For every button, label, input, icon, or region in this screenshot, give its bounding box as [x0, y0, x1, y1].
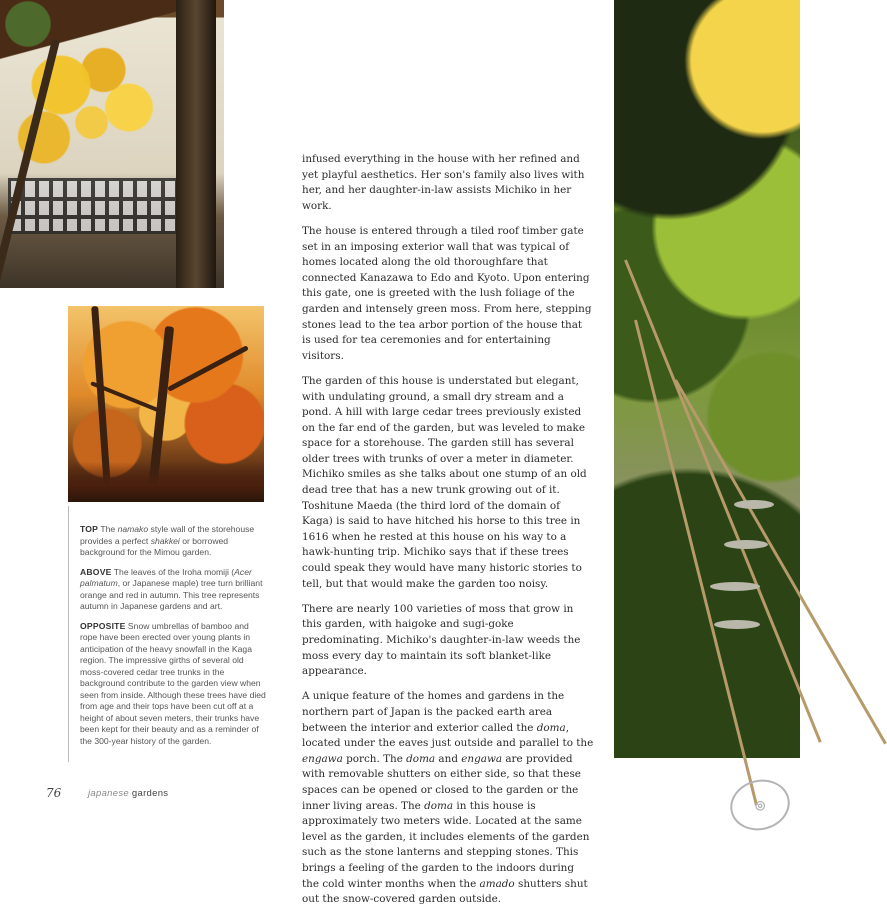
- caption-above: ABOVE The leaves of the Iroha momiji (Acer palmatum, or Japanese maple) tree turn brilliant orange and red in autumn. This tree represents autumn in Japanese gardens and art.: [80, 566, 263, 611]
- watermark-stamp: ◎: [725, 773, 795, 836]
- cedar-trunk: [176, 0, 216, 288]
- stepping-stone: [714, 620, 760, 629]
- paragraph: There are nearly 100 varieties of moss that grow in this garden, with haigoke and sugi-goke predominating. Michiko's daughter-in-law weeds the moss every day to maintain its soft blanket-like appearance.: [302, 602, 581, 678]
- caption-top: TOP The namako style wall of the storehouse provides a perfect shakkei or borrowed background for the Mimou garden.: [80, 524, 255, 557]
- ground: [68, 462, 264, 502]
- running-head-light: japanese: [88, 788, 129, 799]
- caption-opposite: OPPOSITE Snow umbrellas of bamboo and rope have been erected over young plants in anticipation of the heavy snowfall in the Kaga region. The impressive girths of several old moss-covered cedar tree trunks in the background contribute to the garden view when seen from inside. Although these trees have died from age and their tops have been cut off at a height of about seven meters, their trunks have been kept for their beauty and as a reminder of the 300-year history of the garden.: [80, 620, 266, 746]
- snow-umbrella-garden-photo: [614, 0, 800, 758]
- paragraph: infused everything in the house with her refined and yet playful aesthetics. Her son's family also lives with her, and her daughter-in-law assists Michiko in her work.: [302, 153, 585, 212]
- stepping-stone: [710, 582, 760, 591]
- caption-rule: [68, 506, 69, 762]
- running-head-bold: gardens: [131, 788, 169, 799]
- snow-umbrella-rope: [634, 320, 758, 806]
- page-number: 76: [46, 786, 62, 800]
- photo-captions: [80, 524, 266, 755]
- caption-label: TOP: [80, 524, 99, 534]
- caption-label: ABOVE: [80, 566, 112, 577]
- snow-umbrella-rope: [674, 379, 887, 744]
- running-head: [88, 788, 168, 799]
- paragraph: The house is entered through a tiled roof timber gate set in an imposing exterior wall that was typical of homes located along the old thoroughfare that connected Kanazawa to Edo and Kyoto. Upon entering this gate, one is greeted with the lush foliage of the garden and intensely green moss. From here, stepping stones lead to the tea arbor portion of the house that is used for tea ceremonies and for entertaining visitors.: [302, 224, 592, 362]
- caption-label: OPPOSITE: [80, 620, 126, 631]
- stepping-stone: [724, 540, 768, 549]
- tree-branch: [167, 345, 249, 392]
- maple-tree-photo: [68, 306, 264, 502]
- stepping-stone: [734, 500, 774, 509]
- article-body: [302, 152, 594, 917]
- paragraph: The garden of this house is understated but elegant, with undulating ground, a small dry stream and a pond. A hill with large cedar trees previously existed on the far end of the garden, but was leveled to make space for a storehouse. The garden still has several older trees with trunks of over a meter in diameter. Michiko smiles as she talks about one stump of an old dead tree that has a new trunk growing out of it. Toshitune Maeda (the third lord of the domain of Kaga) is said to have hitched his horse to this tree in 1616 when he rested at this house on his way to a hawk-hunting trip. Michiko says that if these trees could speak they would have many historic stories to tell, but that would make the garden too noisy.: [302, 374, 587, 590]
- paragraph: A unique feature of the homes and gardens in the northern part of Japan is the packed earth area between the interior and exterior called the doma, located under the eaves just outside and parallel to the engawa porch. The doma and engawa are provided with removable shutters on either side, so that these spaces can be opened or closed to the garden or the inner living areas. The doma in this house is approximately two meters wide. Located at the same level as the garden, it includes elements of the garden such as the stone lanterns and stepping stones. This brings a feeling of the garden to the indoors during the cold winter months when the amado shutters shut out the snow-covered garden outside.: [302, 690, 594, 906]
- storehouse-wall-photo: [0, 0, 224, 288]
